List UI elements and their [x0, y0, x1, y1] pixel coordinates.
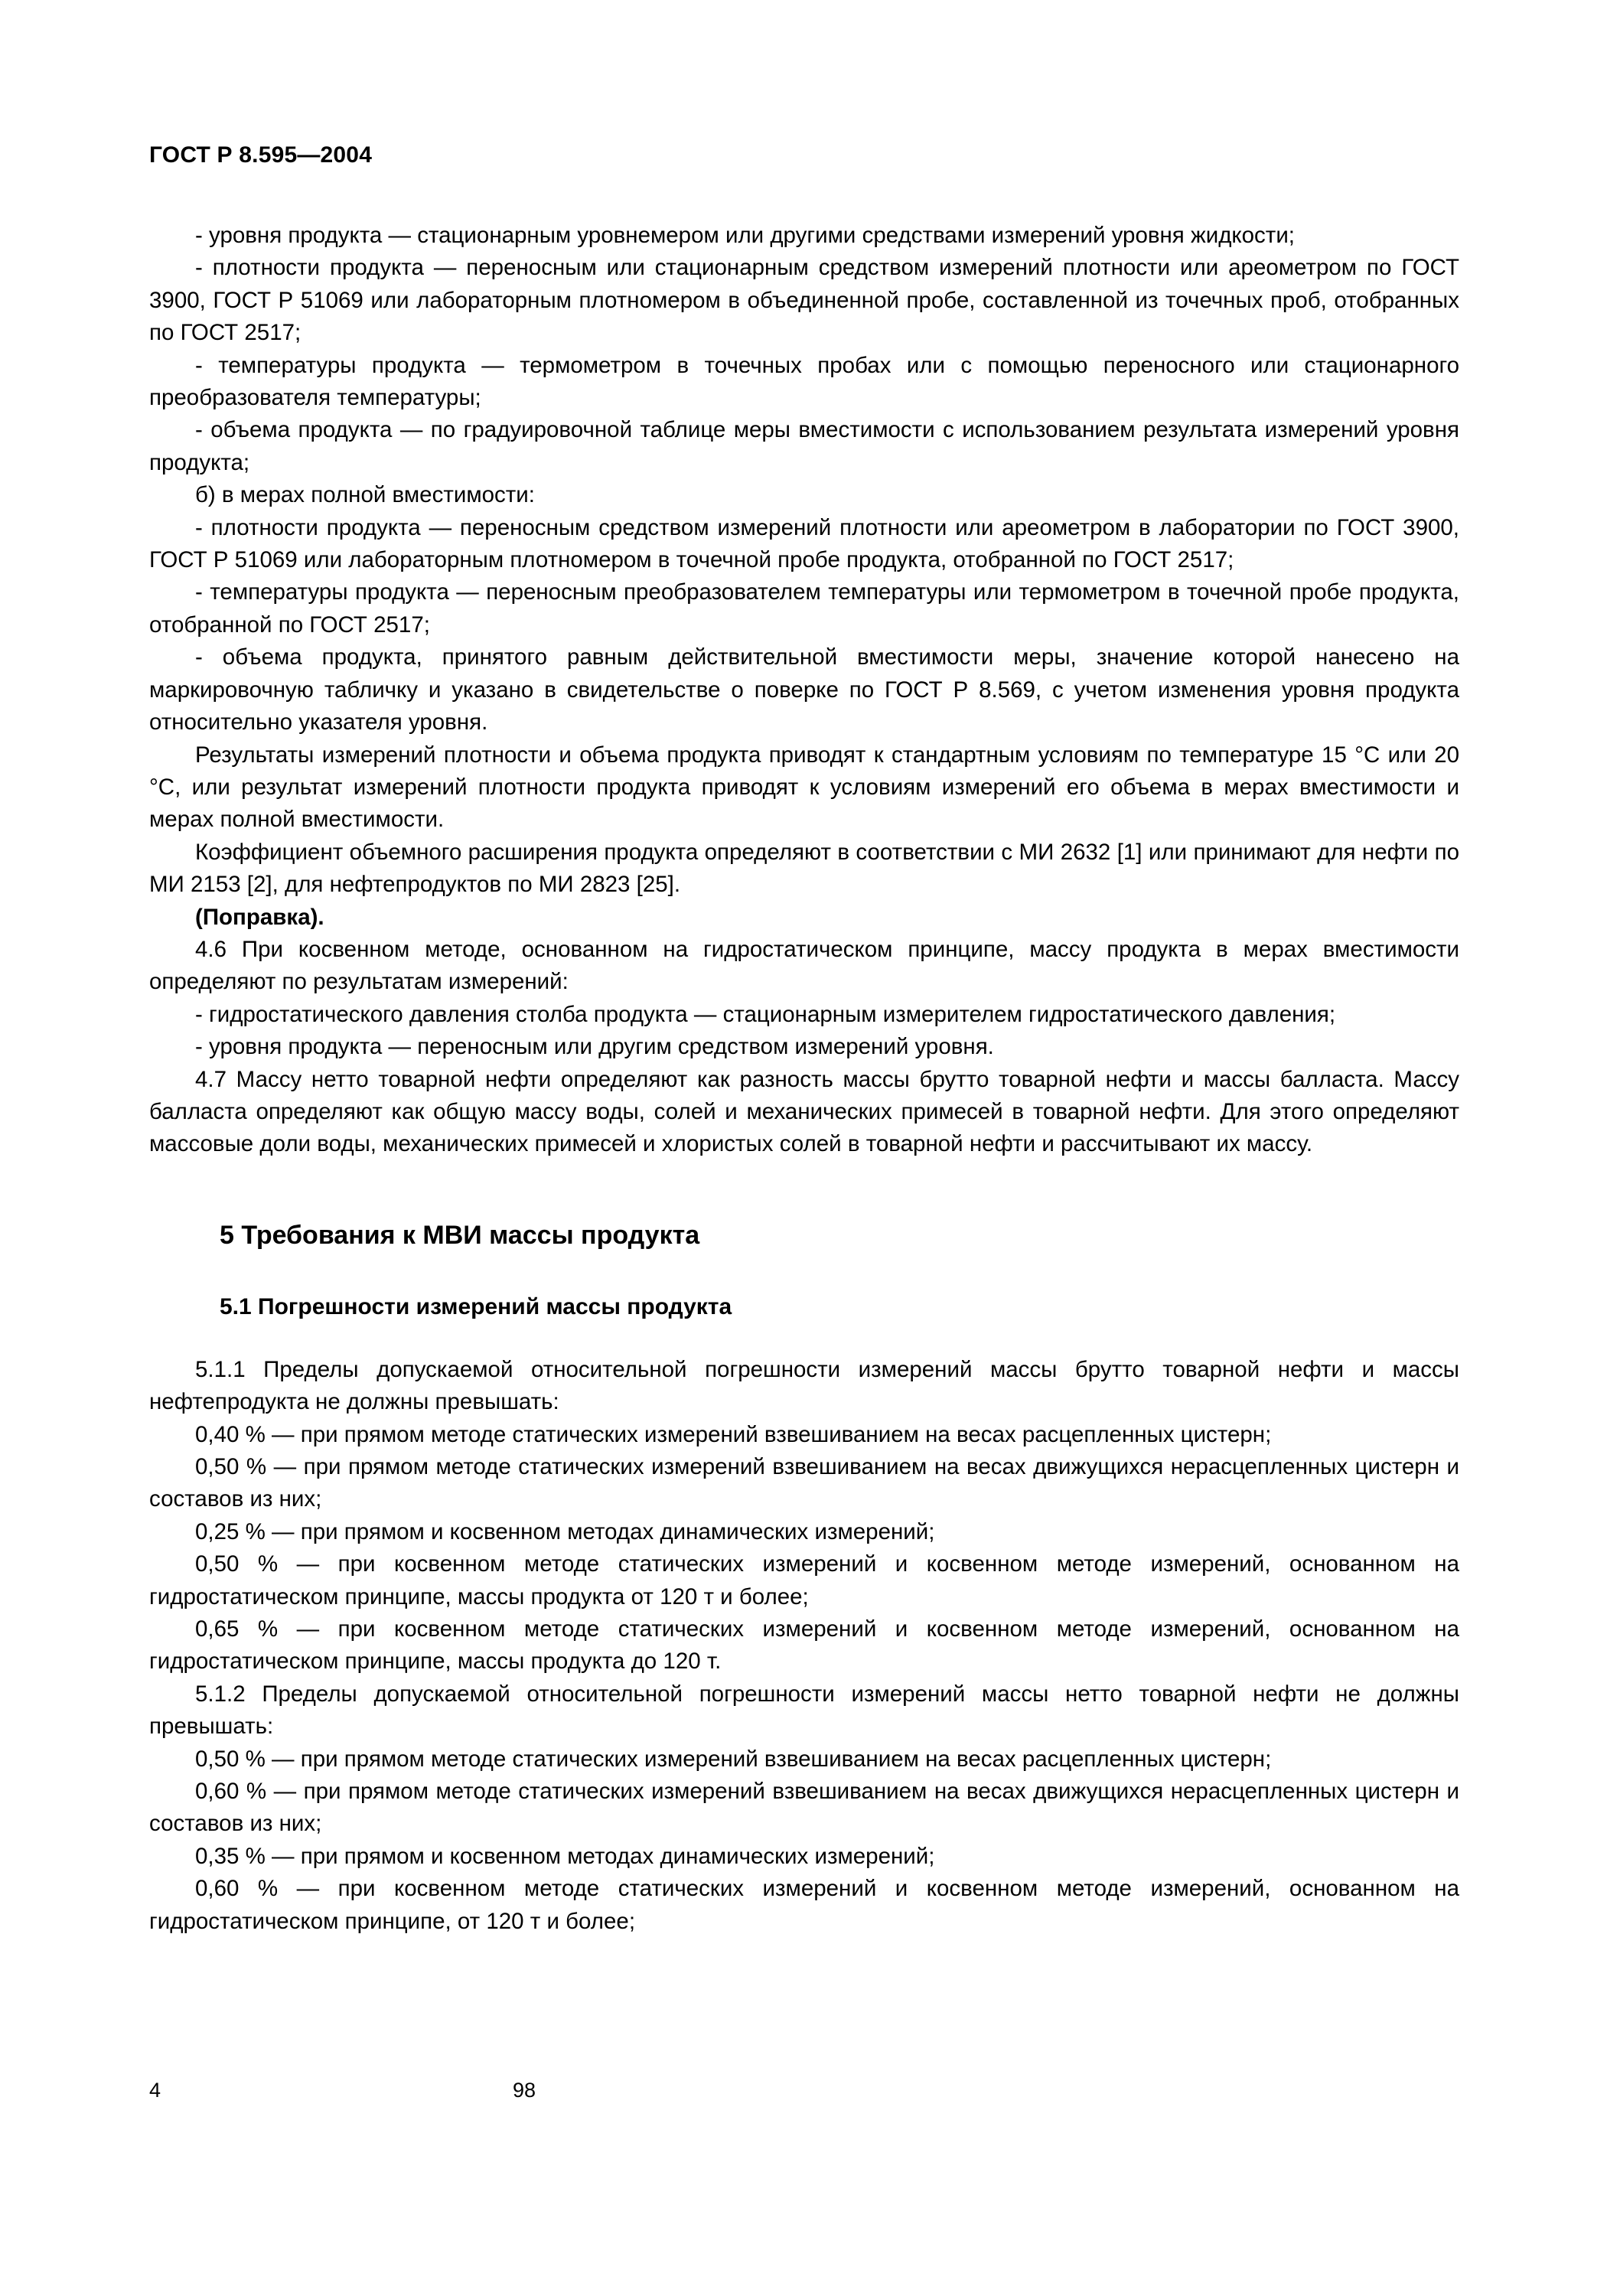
- paragraph-clause-5-1-2: 5.1.2 Пределы допускаемой относительной погрешности измерений массы нетто товарной нефти не должны превышать:: [149, 1681, 1459, 1740]
- paragraph-limit-050-gross: 0,50 % — при прямом методе статических измерений взвешиванием на весах движущихся нерасцепленных цистерн и составов из них;: [149, 1454, 1459, 1512]
- paragraph-limit-035: 0,35 % — при прямом и косвенном методах динамических измерений;: [195, 1843, 935, 1869]
- paragraph-volume-actual-capacity: - объема продукта, принятого равным действительной вместимости меры, значение которой нанесено на маркировочную табличку и указано в свидетельстве о поверке по ГОСТ Р 8.569, с учетом изменения уровня продукта относительно указателя уровня.: [149, 644, 1459, 735]
- spacer-after-section-5-heading: [149, 1251, 1459, 1291]
- spacer-before-section-5: [149, 1161, 1459, 1219]
- paragraph-clause-5-1-1: 5.1.1 Пределы допускаемой относительной погрешности измерений массы брутто товарной нефти и массы нефтепродукта не должны превышать:: [149, 1356, 1459, 1415]
- amendment-note: (Поправка).: [195, 904, 324, 930]
- paragraph-limit-065: 0,65 % — при косвенном методе статических измерений и косвенном методе измерений, основанном на гидростатическом принципе, массы продукта до 120 т.: [149, 1616, 1459, 1675]
- section-5-heading: 5 Требования к МВИ массы продукта: [220, 1220, 700, 1250]
- paragraph-limit-060-indirect: 0,60 % — при косвенном методе статических измерений и косвенном методе измерений, основанном на гидростатическом принципе, от 120 т и более;: [149, 1876, 1459, 1934]
- paragraph-limit-025: 0,25 % — при прямом и косвенном методах динамических измерений;: [195, 1518, 935, 1544]
- paragraph-hydrostatic-pressure: - гидростатического давления столба продукта — стационарным измерителем гидростатического давления;: [195, 1001, 1336, 1027]
- paragraph-limit-050-net: 0,50 % — при прямом методе статических измерений взвешиванием на весах расцепленных цистерн;: [195, 1746, 1272, 1772]
- section-5-1-subheading: 5.1 Погрешности измерений массы продукта: [220, 1293, 732, 1319]
- page-content: [149, 142, 1459, 1938]
- paragraph-density-lab: - плотности продукта — переносным средством измерений плотности или ареометром в лаборатории по ГОСТ 3900, ГОСТ Р 51069 или лабораторным плотномером в точечной пробе продукта, отобранной по ГОСТ 2517;: [149, 514, 1459, 573]
- paragraph-level-portable: - уровня продукта — переносным или другим средством измерений уровня.: [195, 1034, 994, 1060]
- footer-center-number: 98: [512, 2079, 536, 2102]
- paragraph-volume-measurement: - объема продукта — по градуировочной таблице меры вместимости с использованием результата измерений уровня продукта;: [149, 417, 1459, 475]
- paragraph-expansion-coefficient: Коэффициент объемного расширения продукта определяют в соответствии с МИ 2632 [1] или принимают для нефти по МИ 2153 [2], для нефтепродуктов по МИ 2823 [25].: [149, 839, 1459, 898]
- paragraph-standard-conditions: Результаты измерений плотности и объема продукта приводят к стандартным условиям по температуре 15 °C или 20 °C, или результат измерений плотности продукта приводят к условиям измерений его объема в мерах вместимости и мерах полной вместимости.: [149, 742, 1459, 833]
- paragraph-clause-4-7: 4.7 Массу нетто товарной нефти определяют как разность массы брутто товарной нефти и массы балласта. Массу балласта определяют как общую массу воды, солей и механических примесей в товарной нефти. Для этого определяют массовые доли воды, механических примесей и хлористых солей в товарной нефти и рассчитывают их массу.: [149, 1066, 1459, 1157]
- paragraph-limit-040: 0,40 % — при прямом методе статических измерений взвешиванием на весах расцепленных цистерн;: [195, 1421, 1272, 1447]
- paragraph-density-measurement: - плотности продукта — переносным или стационарным средством измерений плотности или ареометром по ГОСТ 3900, ГОСТ Р 51069 или лабораторным плотномером в объединенной пробе, составленной из точечных проб, отобранных по ГОСТ 2517;: [149, 255, 1459, 346]
- paragraph-temperature-portable: - температуры продукта — переносным преобразователем температуры или термометром в точечной пробе продукта, отобранной по ГОСТ 2517;: [149, 579, 1459, 638]
- footer-page-number: 4: [149, 2079, 161, 2102]
- spacer-after-section-5-1-heading: [149, 1323, 1459, 1354]
- paragraph-limit-060-net: 0,60 % — при прямом методе статических измерений взвешиванием на весах движущихся нерасцепленных цистерн и составов из них;: [149, 1779, 1459, 1837]
- paragraph-limit-050-indirect: 0,50 % — при косвенном методе статических измерений и косвенном методе измерений, основанном на гидростатическом принципе, массы продукта от 120 т и более;: [149, 1551, 1459, 1609]
- paragraph-temperature-measurement: - температуры продукта — термометром в точечных пробах или с помощью переносного или стационарного преобразователя температуры;: [149, 352, 1459, 411]
- paragraph-level-measurement: - уровня продукта — стационарным уровнемером или другими средствами измерений уровня жидкости;: [195, 223, 1295, 248]
- paragraph-clause-4-6: 4.6 При косвенном методе, основанном на гидростатическом принципе, массу продукта в мерах вместимости определяют по результатам измерений:: [149, 936, 1459, 995]
- paragraph-item-b: б) в мерах полной вместимости:: [195, 482, 535, 508]
- document-standard-header: ГОСТ Р 8.595—2004: [149, 142, 373, 168]
